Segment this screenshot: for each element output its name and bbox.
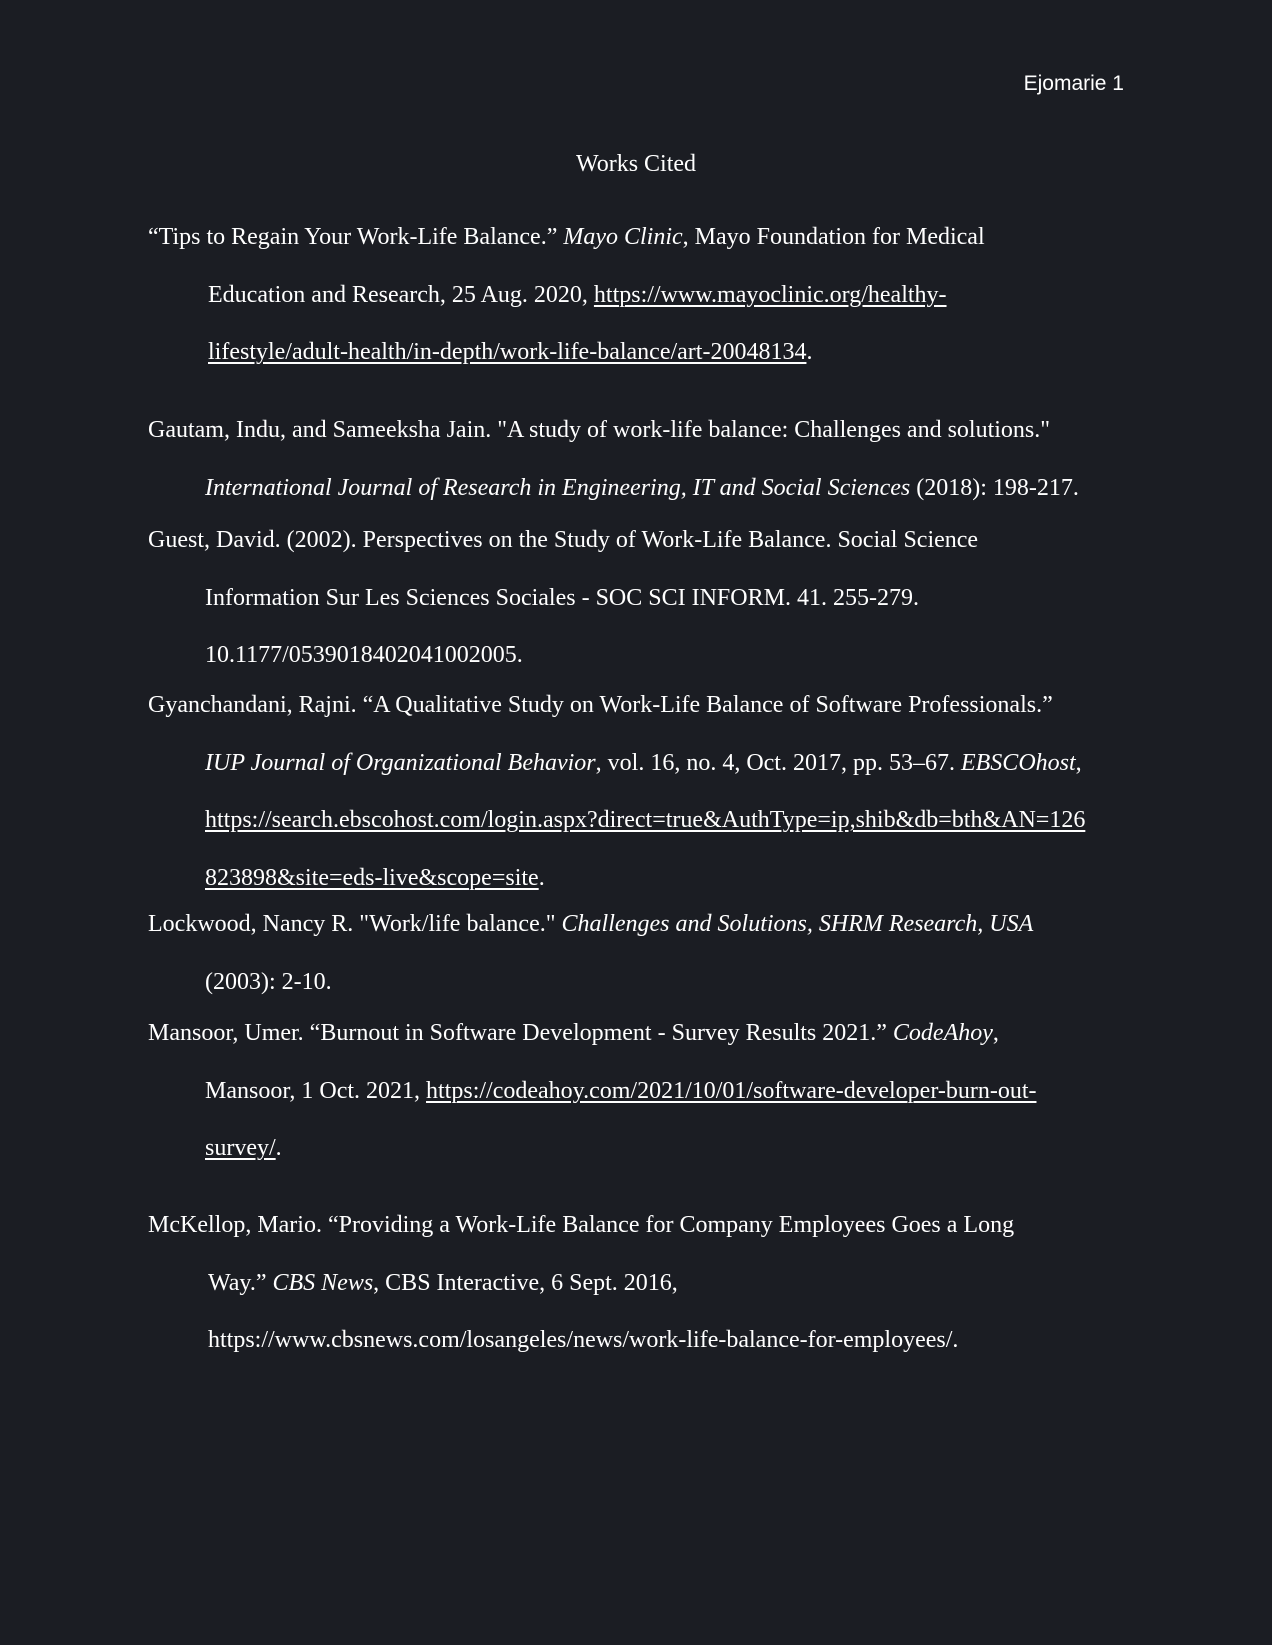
citation-line: 823898&site=eds-live&scope=site. [205,864,545,891]
citation-line: “Tips to Regain Your Work-Life Balance.” Mayo Clinic, Mayo Foundation for Medical [148,224,985,250]
citation-line [148,804,1085,862]
citation-line: Mansoor, 1 Oct. 2021, https://codeahoy.com/2021/10/01/software-developer-burn-out- [205,1077,1037,1104]
citation-gautam [148,414,1079,529]
ebscohost-link[interactable]: https://search.ebscohost.com/login.aspx?direct=true&AuthType=ip,shib&db=bth&AN=126 [205,807,1086,833]
citation-line: Mansoor, Umer. “Burnout in Software Development - Survey Results 2021.” CodeAhoy, [148,1020,999,1046]
citation-line: Way.” CBS News, CBS Interactive, 6 Sept. 2016, [208,1269,678,1296]
page-number-header: Ejomarie 1 [1023,72,1124,95]
citation-line: (2003): 2-10. [205,968,332,995]
citation-line: 10.1177/0539018402041002005. [205,642,523,668]
ebscohost-link-continued[interactable]: 823898&site=eds-live&scope=site [205,864,539,891]
citation-line: Education and Research, 25 Aug. 2020, https://www.mayoclinic.org/healthy- [208,281,947,308]
citation-line: Gautam, Indu, and Sameeksha Jain. "A study of work-life balance: Challenges and solutions." [148,417,1051,443]
citation-line: survey/. [205,1135,282,1161]
citation-lockwood [148,908,1033,1023]
mayo-clinic-link-continued[interactable]: lifestyle/adult-health/in-depth/work-life-balance/art-20048134 [208,339,807,365]
citation-mckellop [148,1209,1014,1382]
citation-line: Guest, David. (2002). Perspectives on the Study of Work-Life Balance. Social Science [148,527,979,553]
citation-line: https://www.cbsnews.com/losangeles/news/work-life-balance-for-employees/. [208,1327,959,1353]
citation-gyanchandani [148,689,1085,919]
citation-guest [148,524,978,697]
citation-line: Lockwood, Nancy R. "Work/life balance." Challenges and Solutions, SHRM Research, USA [148,911,1034,937]
citation-line: Information Sur Les Sciences Sociales - SOC SCI INFORM. 41. 255-279. [205,584,919,611]
citation-mayo-clinic [148,221,985,394]
mayo-clinic-link[interactable]: https://www.mayoclinic.org/healthy- [593,281,947,308]
citation-line: lifestyle/adult-health/in-depth/work-life-balance/art-20048134. [208,339,813,365]
page-title: Works Cited [575,151,697,177]
codeahoy-link-continued[interactable]: survey/ [205,1135,276,1161]
citation-line: International Journal of Research in Engineering, IT and Social Sciences (2018): 198-217. [205,474,1079,501]
citation-line: IUP Journal of Organizational Behavior, vol. 16, no. 4, Oct. 2017, pp. 53–67. EBSCOhost, [205,749,1082,776]
citation-line: Gyanchandani, Rajni. “A Qualitative Study on Work-Life Balance of Software Professionals.” [148,692,1053,718]
citation-line: McKellop, Mario. “Providing a Work-Life Balance for Company Employees Goes a Long [148,1212,1015,1238]
codeahoy-link[interactable]: https://codeahoy.com/2021/10/01/software-developer-burn-out- [426,1077,1037,1104]
citation-mansoor [148,1017,1036,1190]
